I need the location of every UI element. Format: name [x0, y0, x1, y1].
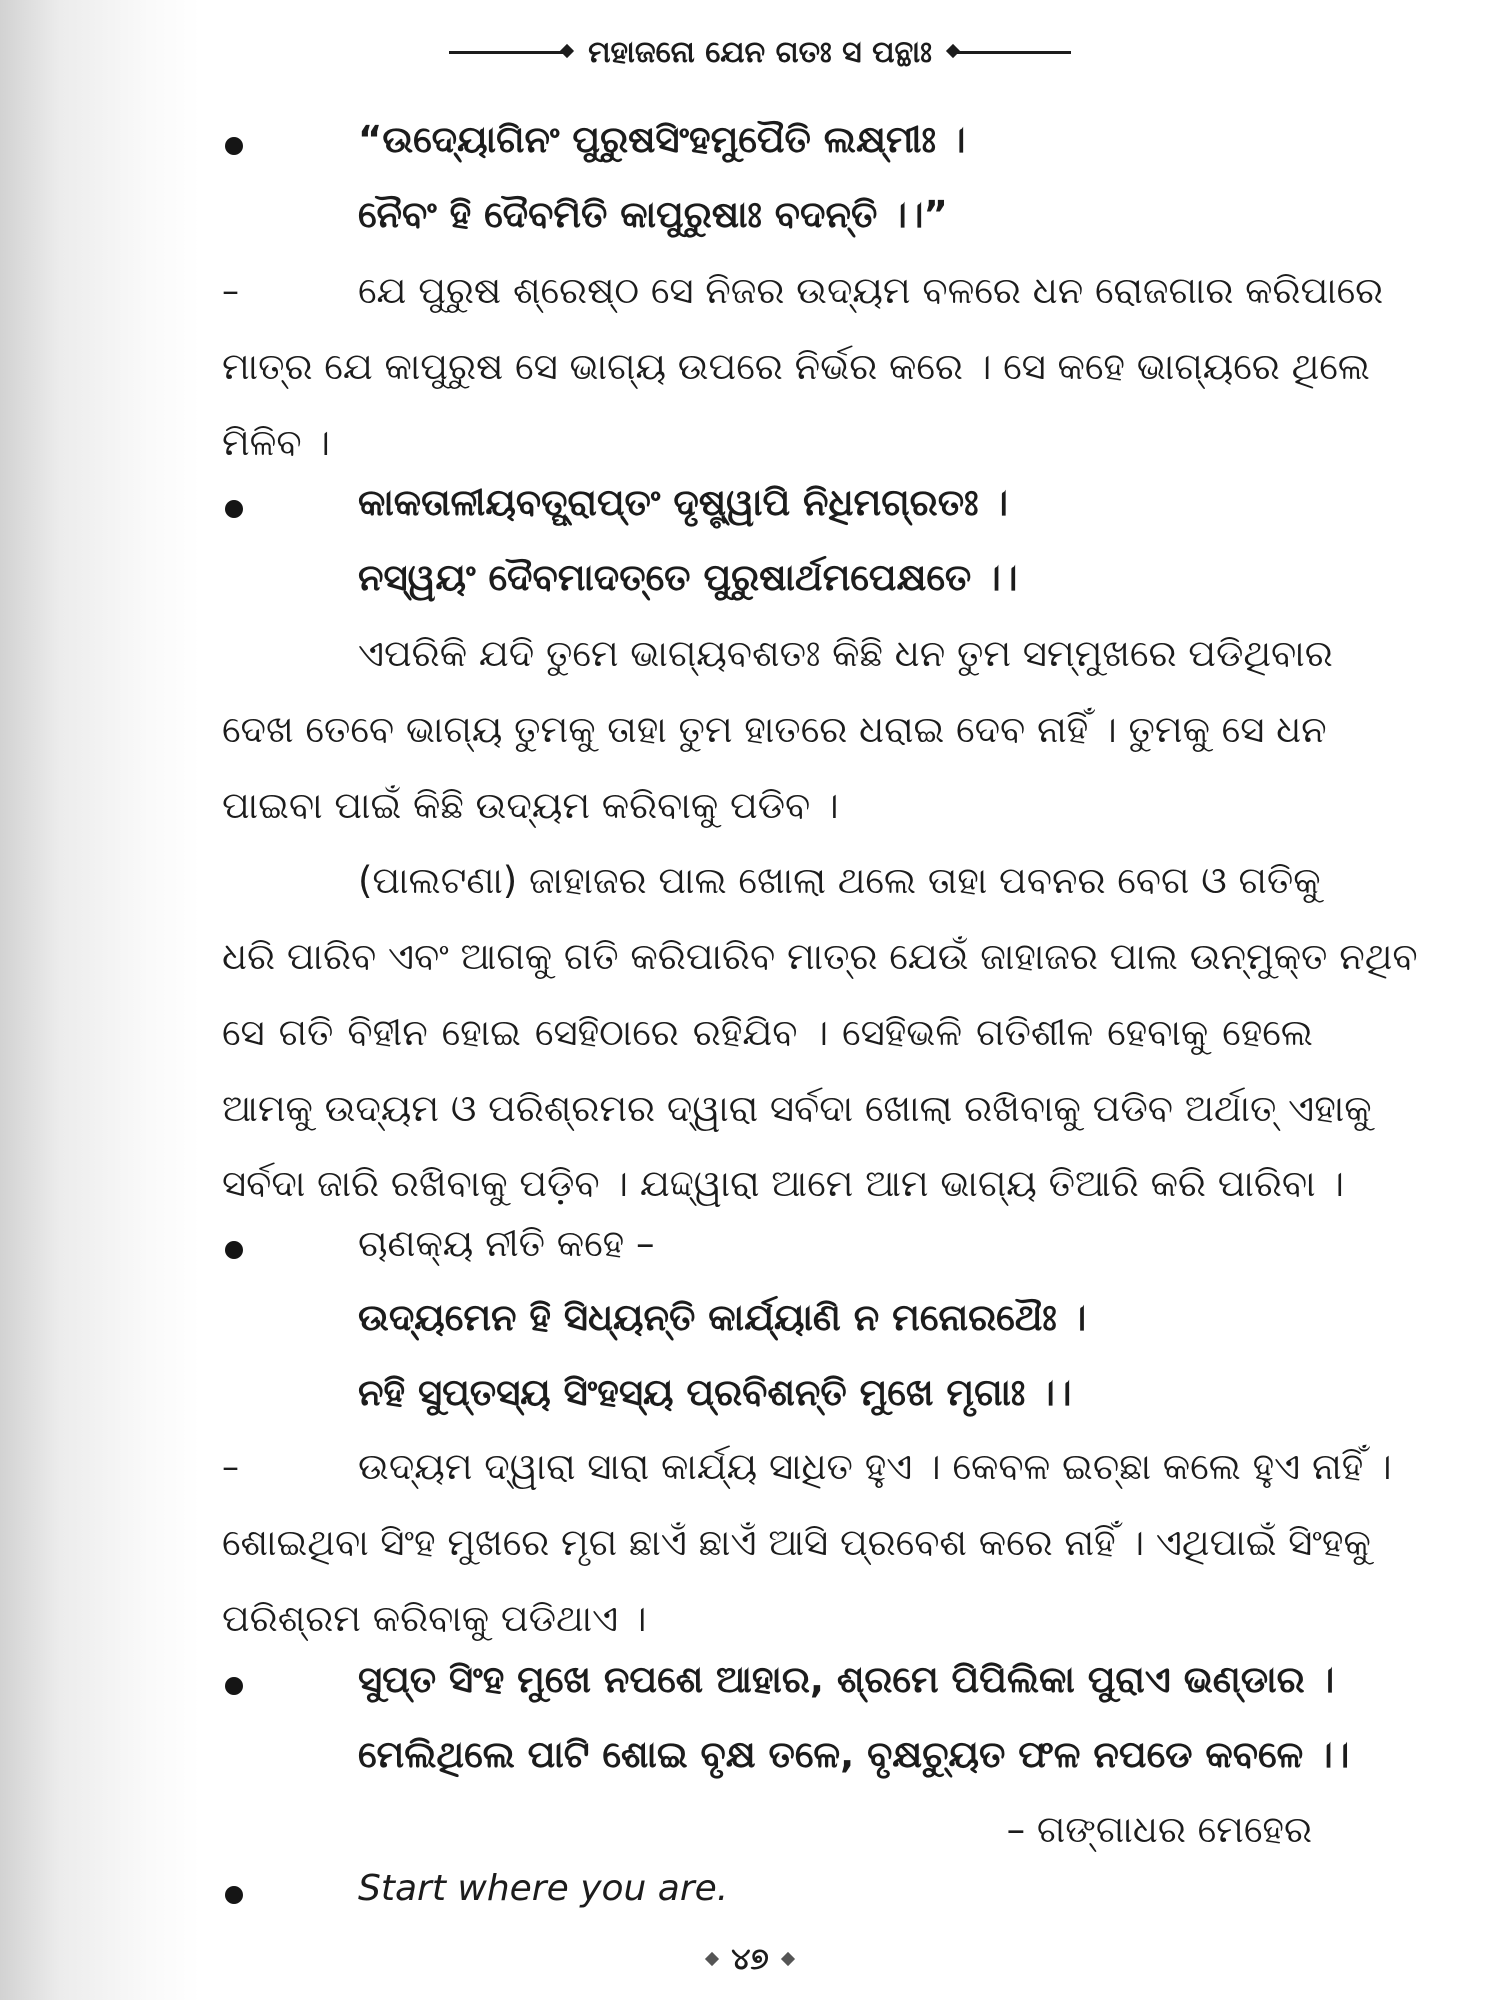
verse-line: ଉଦ୍ୟମେନ ହି ସିଧ୍ୟନ୍ତି କାର୍ଯ୍ୟାଣି ନ ମନୋରଥୈଃ ।	[358, 1296, 1087, 1339]
page-number: ୪୭	[731, 1941, 769, 1977]
verse-line: ମେଲିଥିଲେ ପାଟି ଶୋଇ ବୃକ୍ଷ ତଳେ, ବୃକ୍ଷଚ୍ୟୁତ ଫଳ ନପଡେ କବଳେ ।।	[358, 1733, 1350, 1776]
paragraph-line: ଦେଖ ତେବେ ଭାଗ୍ୟ ତୁମକୁ ତାହା ତୁମ ହାତରେ ଧରାଇ ଦେବ ନାହିଁ । ତୁମକୁ ସେ ଧନ	[222, 708, 1327, 751]
bullet-3	[225, 1241, 243, 1259]
paragraph-line: ଆମକୁ ଉଦ୍ୟମ ଓ ପରିଶ୍ରମର ଦ୍ୱାରା ସର୍ବଦା ଖୋଲା ରଖିବାକୁ ପଡିବ ଅର୍ଥାତ୍ ଏହାକୁ	[222, 1087, 1372, 1130]
paragraph-line: ଏପରିକି ଯଦି ତୁମେ ଭାଗ୍ୟବଶତଃ କିଛି ଧନ ତୁମ ସମ୍ମୁଖରେ ପଡିଥିବାର	[358, 632, 1333, 675]
paragraph-line: ସର୍ବଦା ଜାରି ରଖିବାକୁ ପଡ଼ିବ । ଯଦ୍ଦ୍ୱାରା ଆମେ ଆମ ଭାଗ୍ୟ ତିଆରି କରି ପାରିବା ।	[222, 1162, 1344, 1205]
paragraph-line: (ପାଲଟଣା) ଜାହାଜର ପାଲ ଖୋଲା ଥଲେ ତାହା ପବନର ବେଗ ଓ ଗତିକୁ	[358, 859, 1321, 902]
paragraph-line: ପାଇବା ପାଇଁ କିଛି ଉଦ୍ୟମ କରିବାକୁ ପଡିବ ।	[222, 784, 839, 827]
bullet-4	[225, 1677, 243, 1695]
paragraph-line: ଶୋଇଥିବା ସିଂହ ମୁଖରେ ମୃଗ ଛାଏଁ ଛାଏଁ ଆସି ପ୍ରବେଶ କରେ ନାହିଁ । ଏଥିପାଇଁ ସିଂହକୁ	[222, 1521, 1371, 1564]
dash-marker: –	[222, 271, 239, 311]
verse-line: “ଉଦ୍ୟୋଗିନଂ ପୁରୁଷସିଂହମୁପୈତି ଲକ୍ଷ୍ମୀଃ ।	[358, 118, 966, 161]
paragraph-line: ଧରି ପାରିବ ଏବଂ ଆଗକୁ ଗତି କରିପାରିବ ମାତ୍ର ଯେଉଁ ଜାହାଜର ପାଲ ଉନ୍ମୁକ୍ତ ନଥିବ	[222, 935, 1418, 978]
footer-diamond-left-icon	[705, 1952, 719, 1966]
dash-marker: –	[222, 1447, 239, 1487]
bullet-1	[225, 137, 243, 155]
intro-line: ଚାଣକ୍ୟ ନୀତି କହେ –	[358, 1222, 655, 1265]
paragraph-line: ଉଦ୍ୟମ ଦ୍ୱାରା ସାରା କାର୍ଯ୍ୟ ସାଧିତ ହୁଏ । କେବଳ ଇଚ୍ଛା କଲେ ହୁଏ ନାହିଁ ।	[358, 1445, 1392, 1488]
verse-line: ନସ୍ୱୟଂ ଦୈବମାଦତ୍ତେ ପୁରୁଷାର୍ଥମପେକ୍ଷତେ ।।	[358, 556, 1018, 599]
verse-line: ସୁପ୍ତ ସିଂହ ମୁଖେ ନପଶେ ଆହାର, ଶ୍ରମେ ପିପିଲିକା ପୁରାଏ ଭଣ୍ଡାର ।	[358, 1658, 1335, 1701]
header-title: ମହାଜନୋ ଯେନ ଗତଃ ସ ପନ୍ଥାଃ	[588, 34, 932, 70]
paragraph-line: ପରିଶ୍ରମ କରିବାକୁ ପଡିଥାଏ ।	[222, 1597, 647, 1640]
header-rule-left	[449, 51, 564, 54]
verse-line: କାକତାଳୀୟବତ୍ପ୍ରାପ୍ତଂ ଦୃଷ୍ଟ୍ୱାପି ନିଧିମଗ୍ରତଃ ।	[358, 481, 1008, 524]
paragraph-line: ଯେ ପୁରୁଷ ଶ୍ରେଷ୍ଠ ସେ ନିଜର ଉଦ୍ୟମ ବଳରେ ଧନ ରୋଜଗାର କରିପାରେ	[358, 269, 1384, 312]
paragraph-line: ମାତ୍ର ଯେ କାପୁରୁଷ ସେ ଭାଗ୍ୟ ଉପରେ ନିର୍ଭର କରେ । ସେ କହେ ଭାଗ୍ୟରେ ଥିଲେ	[222, 345, 1370, 388]
verse-line: ନହି ସୁପ୍ତସ୍ୟ ସିଂହସ୍ୟ ପ୍ରବିଶନ୍ତି ମୁଖେ ମୃଗାଃ ।।	[358, 1371, 1072, 1414]
header-rule-right	[956, 51, 1071, 54]
footer-diamond-right-icon	[781, 1952, 795, 1966]
paragraph-line: ମିଳିବ ।	[222, 421, 331, 464]
attribution: – ଗଙ୍ଗାଧର ମେହେର	[1006, 1808, 1312, 1851]
paragraph-line: ସେ ଗତି ବିହୀନ ହୋଇ ସେହିଠାରେ ରହିଯିବ । ସେହିଭଳି ଗତିଶୀଳ ହେବାକୁ ହେଲେ	[222, 1011, 1313, 1054]
bullet-2	[225, 500, 243, 518]
running-header	[405, 28, 1115, 76]
page-edge-shadow	[0, 0, 200, 2000]
bullet-5	[225, 1886, 243, 1904]
verse-line: ନୈବଂ ହି ଦୈବମିତି କାପୁରୁଷାଃ ବଦନ୍ତି ।।”	[358, 193, 948, 236]
page-footer	[650, 1939, 850, 1979]
english-quote: Start where you are.	[358, 1868, 729, 1909]
